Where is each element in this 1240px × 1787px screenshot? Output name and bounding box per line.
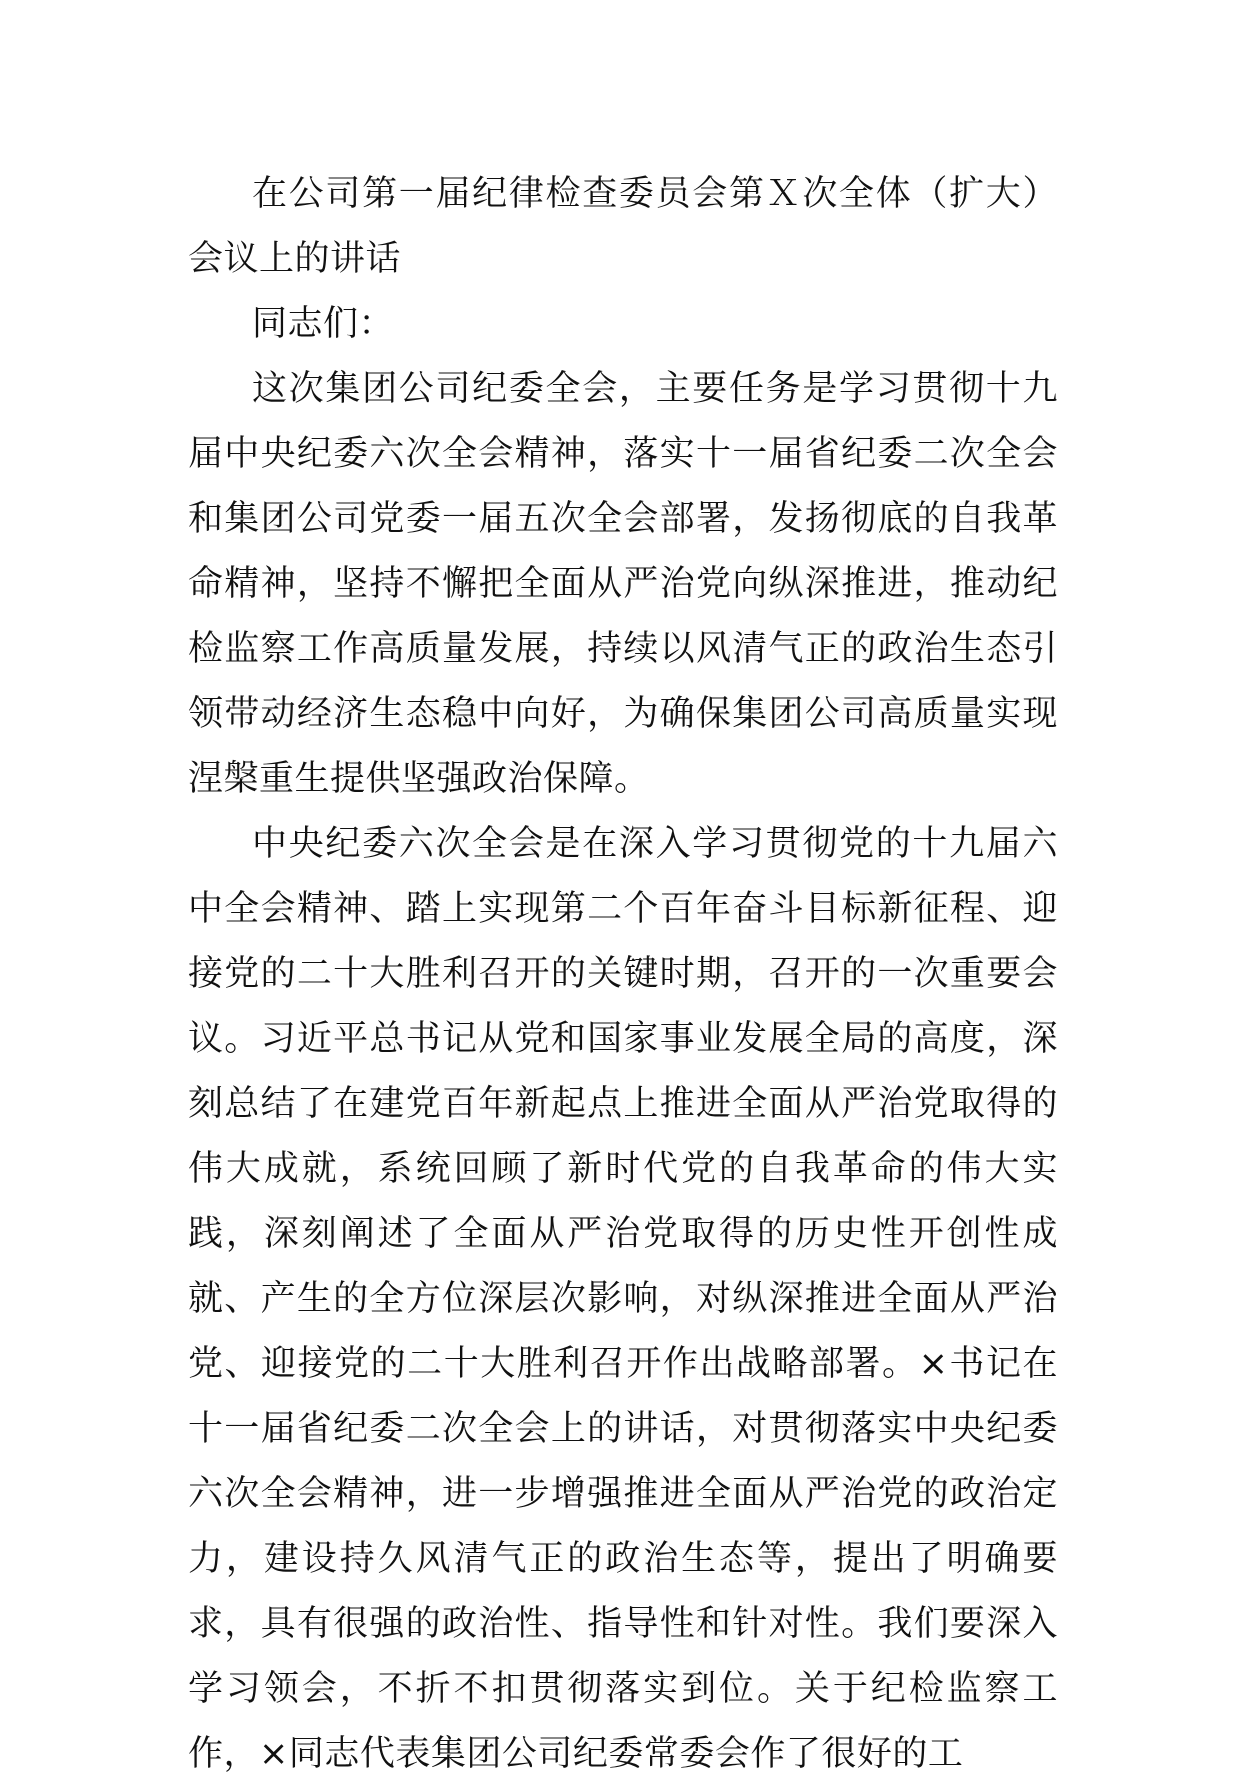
document-page (188, 162, 1058, 1787)
salutation: 同志们： (252, 304, 395, 344)
body-paragraph: 这次集团公司纪委全会，主要任务是学习贯彻十九届中央纪委六次全会精神，落实十一届省纪委二次全会和集团公司党委一届五次全会部署，发扬彻底的自我革命精神，坚持不懈把全面从严治党向纵深推进，推动纪检监察工作高质量发展，持续以风清气正的政治生态引领带动经济生态稳中向好，为确保集团公司高质量实现涅槃重生提供坚强政治保障。 (188, 369, 1058, 799)
body-paragraph: 中央纪委六次全会是在深入学习贯彻党的十九届六中全会精神、踏上实现第二个百年奋斗目标新征程、迎接党的二十大胜利召开的关键时期，召开的一次重要会议。习近平总书记从党和国家事业发展全局的高度，深刻总结了在建党百年新起点上推进全面从严治党取得的伟大成就，系统回顾了新时代党的自我革命的伟大实践，深刻阐述了全面从严治党取得的历史性开创性成就、产生的全方位深层次影响，对纵深推进全面从严治党、迎接党的二十大胜利召开作出战略部署。×书记在十一届省纪委二次全会上的讲话，对贯彻落实中央纪委六次全会精神，进一步增强推进全面从严治党的政治定力，建设持久风清气正的政治生态等，提出了明确要求，具有很强的政治性、指导性和针对性。我们要深入学习领会，不折不扣贯彻落实到位。关于纪检监察工作，×同志代表集团公司纪委常委会作了很好的工 (188, 824, 1058, 1774)
speech-title: 在公司第一届纪律检查委员会第Ｘ次全体（扩大）会议上的讲话 (188, 174, 1058, 279)
